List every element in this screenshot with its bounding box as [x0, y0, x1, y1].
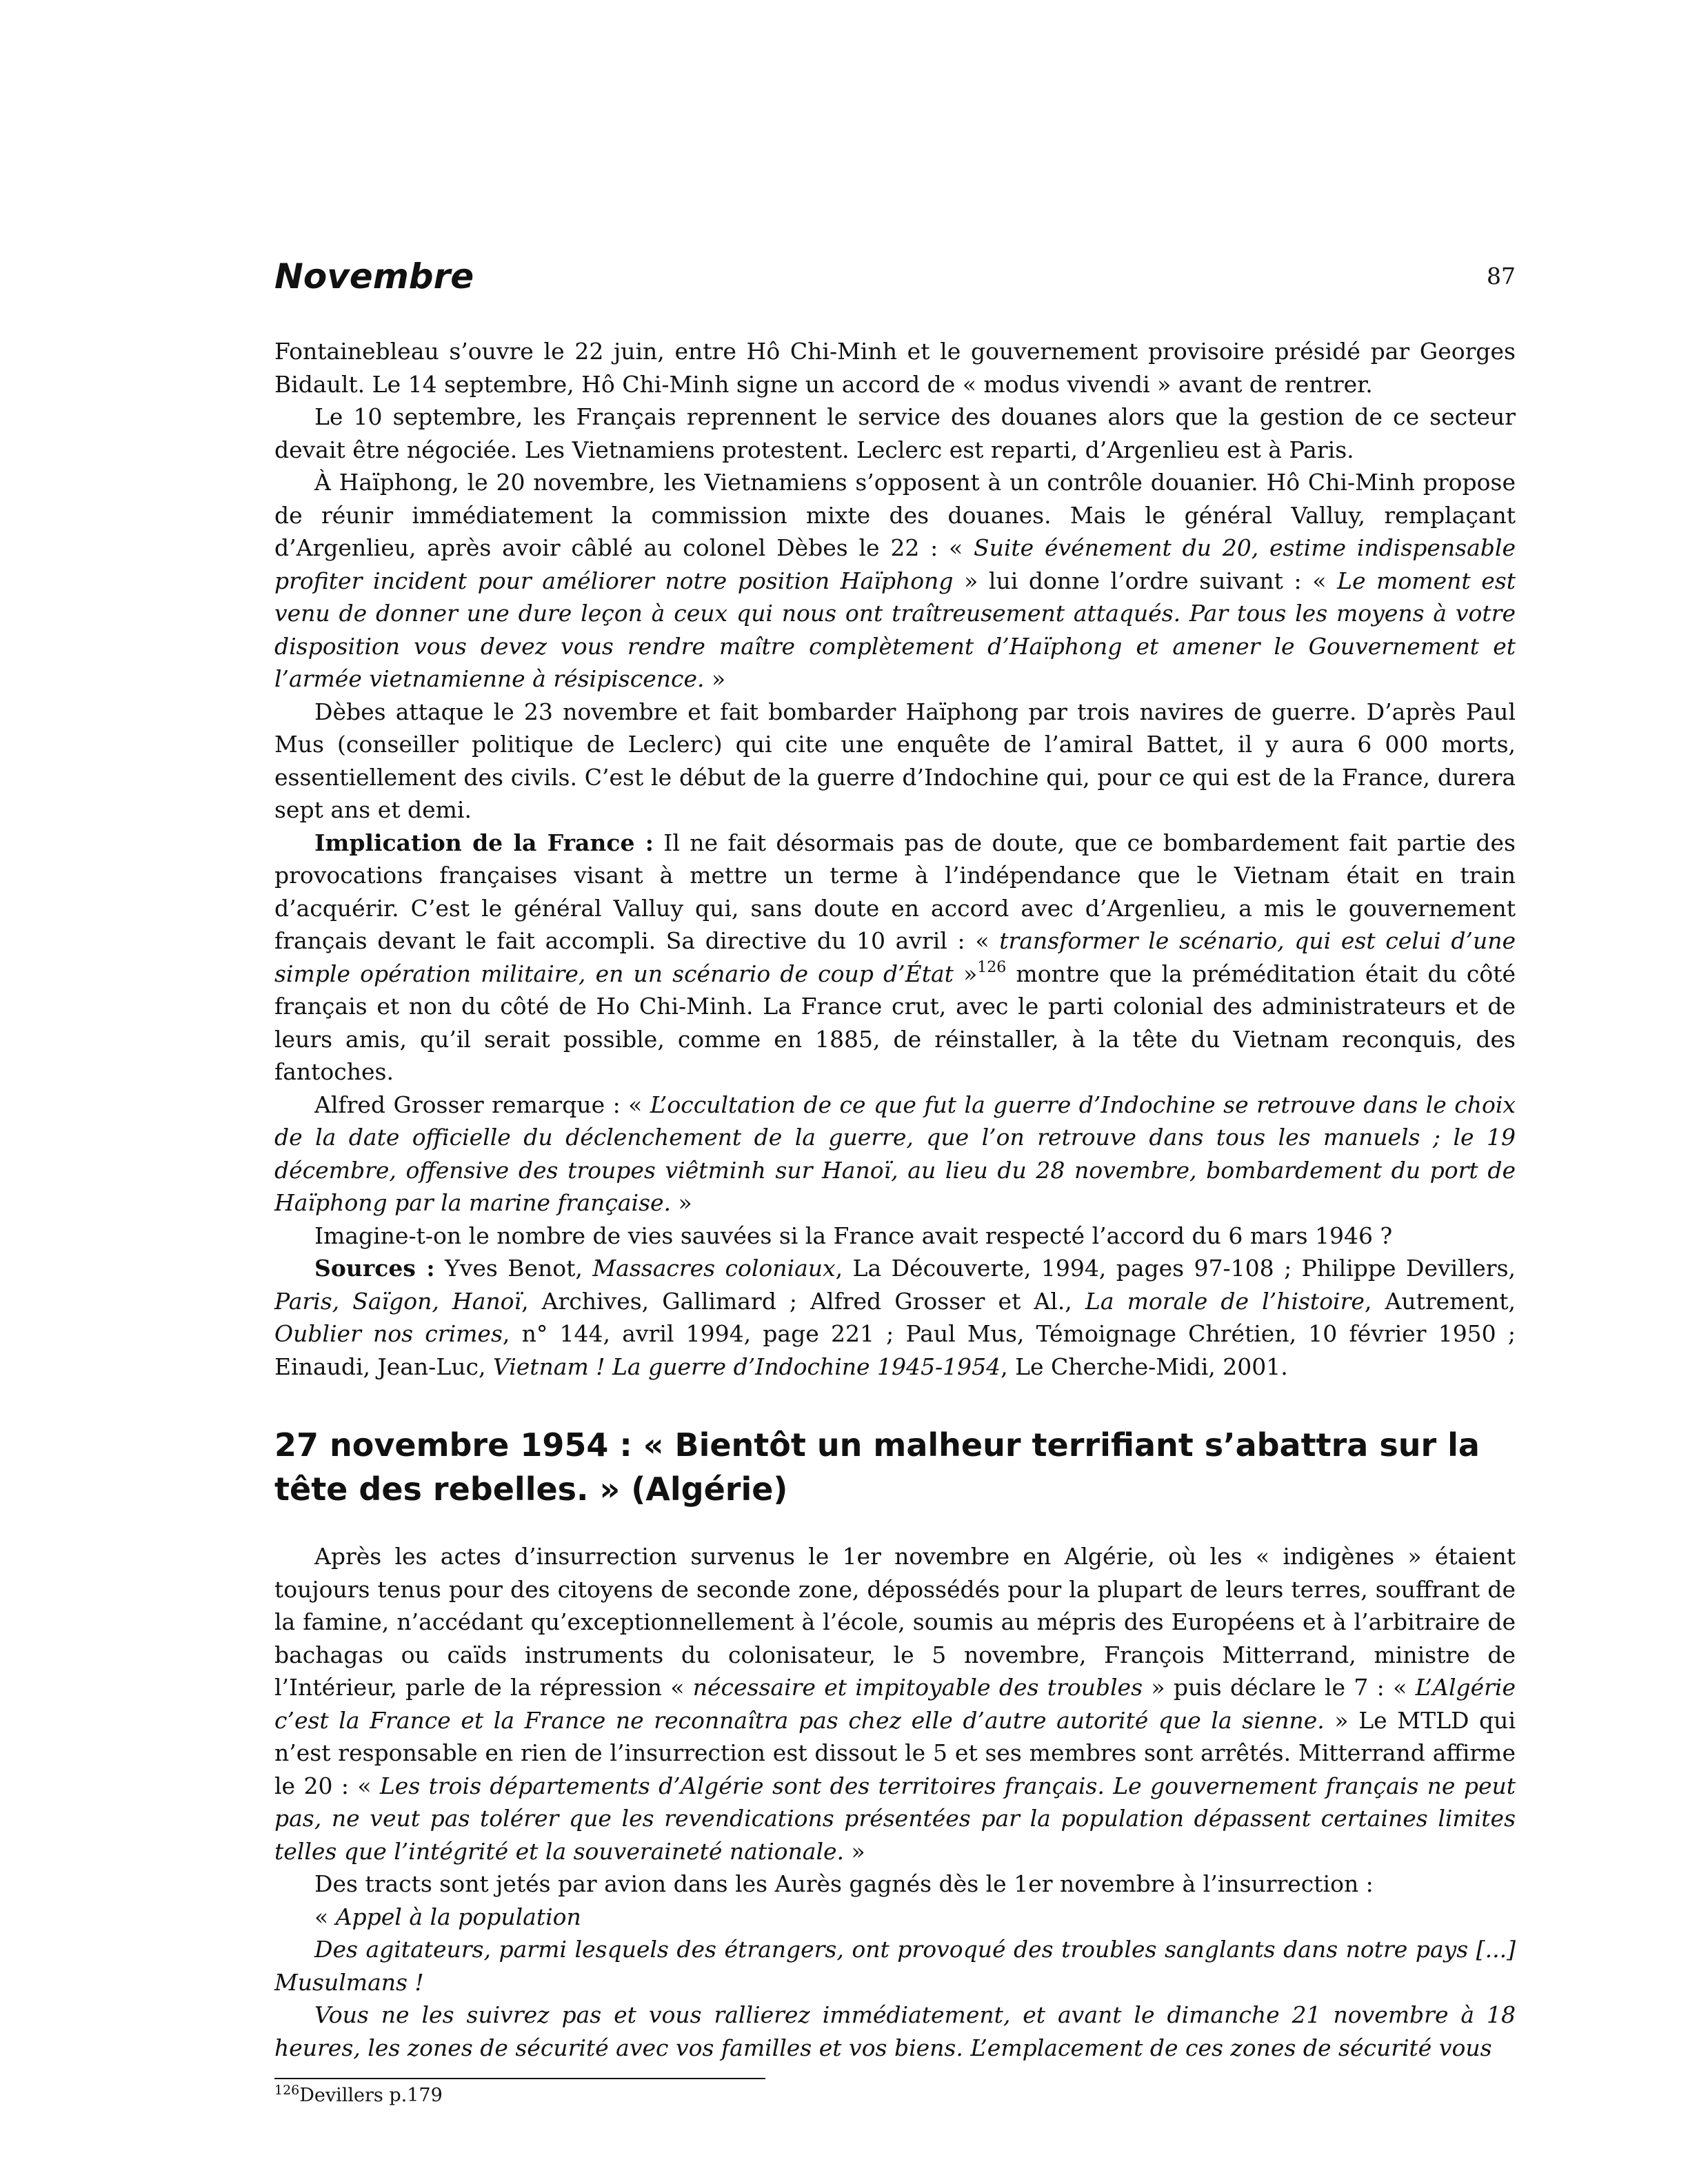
paragraph-text: Il ne fait désormais pas de doute, que ce bombardement fait partie des provocations françaises visant à mettre un terme à l’indépendance que le Vietnam était en train d’acquérir. C’est le général Valluy qui, sans doute en accord avec d’Argenlieu, a mis le gouvernement français devant le fait accompli. Sa directive du 10 avril : « — [274, 829, 1516, 954]
paragraph-text: » — [704, 665, 726, 692]
quote-text: L’Algérie c’est la France et la France ne reconnaîtra pas chez elle d’autre autorité que la sienne. — [274, 1674, 1516, 1734]
run-in-heading: Implication de la France : — [314, 829, 654, 856]
paragraph-text: Des tracts sont jetés par avion dans les Aurès gagnés dès le 1er novembre à l’insurrection : — [314, 1870, 1374, 1897]
footnote-rule — [274, 2078, 765, 2079]
quote-text: Des agitateurs, parmi lesquels des étrangers, ont provoqué des troubles sanglants dans notre pays [...] Musulmans ! — [274, 1936, 1516, 1996]
quote-text: L’occultation de ce que fut la guerre d’Indochine se retrouve dans le choix de la date officielle du déclenchement de la guerre, que l’on retrouve dans tous les manuels ; le 19 décembre, offensive des troupes viêtminh sur Hanoï, au lieu du 28 novembre, bombardement du port de Haïphong par la marine française. — [274, 1091, 1516, 1216]
footnote-text: Devillers p.179 — [299, 2085, 443, 2106]
footnote-marker[interactable]: 126 — [977, 958, 1007, 976]
paragraph-text: » — [844, 1837, 865, 1865]
paragraph — [274, 466, 1516, 696]
book-title: Oublier nos crimes — [274, 1320, 503, 1347]
quote-text: Vous ne les suivrez pas et vous rallierez immédiatement, et avant le dimanche 21 novembre à 18 heures, les zones de sécurité avec vos familles et vos biens. L’emplacement de ces zones de sécurité vous — [274, 2001, 1516, 2061]
book-title: Massacres coloniaux — [592, 1255, 836, 1282]
quote-text: transformer le scénario, qui est celui d’une simple opération militaire, en un scénario de coup d’État — [274, 927, 1516, 987]
quote-text: Appel à la population — [335, 1903, 581, 1930]
body-text — [274, 335, 1516, 2064]
paragraph-text: » lui donne l’ordre suivant : « — [953, 567, 1338, 594]
running-head — [274, 252, 1516, 301]
book-title: Paris, Saïgon, Hanoï — [274, 1287, 522, 1315]
paragraph — [274, 1868, 1516, 1901]
paragraph-text: , n° 144, avril 1994, page 221 ; Paul Mus, Témoignage Chrétien, 10 février 1950 ; Einaudi, Jean-Luc, — [274, 1320, 1516, 1380]
paragraph-text: , Archives, Gallimard ; Alfred Grosser et Al., — [521, 1287, 1085, 1315]
paragraph — [274, 335, 1516, 401]
paragraph-text: À Haïphong, le 20 novembre, les Vietnamiens s’opposent à un contrôle douanier. Hô Chi-Minh propose de réunir immédiatement la commission mixte des douanes. Mais le général Valluy, remplaçant d’Argenlieu, après avoir câblé au colonel Dèbes le 22 : « — [274, 469, 1516, 561]
paragraph — [274, 401, 1516, 466]
book-title: La morale de l’histoire — [1085, 1287, 1365, 1315]
page-number: 87 — [1487, 263, 1516, 290]
quote-text: Suite événement du 20, estime indispensable profiter incident pour améliorer notre position Haïphong — [274, 534, 1516, 594]
paragraph-text: Yves Benot, — [434, 1255, 593, 1282]
paragraph-text: montre que la préméditation était du côté français et non du côté de Ho Chi-Minh. La France crut, avec le parti colonial des administrateurs et de leurs amis, qu’il serait possible, comme en 1885, de réinstaller, à la tête du Vietnam reconquis, des fantoches. — [274, 960, 1516, 1085]
book-title: Vietnam ! La guerre d’Indochine 1945-1954 — [492, 1353, 1001, 1380]
paragraph-text: Imagine-t-on le nombre de vies sauvées si la France avait respecté l’accord du 6 mars 1946 ? — [314, 1222, 1393, 1249]
paragraph — [274, 1901, 1516, 1934]
paragraph-text: Dèbes attaque le 23 novembre et fait bombarder Haïphong par trois navires de guerre. D’après Paul Mus (conseiller politique de Leclerc) qui cite une enquête de l’amiral Battet, il y aura 6 000 morts, essentiellement des civils. C’est le début de la guerre d’Indochine qui, pour ce qui est de la France, durera sept ans et demi. — [274, 698, 1516, 823]
paragraph — [274, 696, 1516, 827]
paragraph-text: » Le MTLD qui n’est responsable en rien de l’insurrection est dissout le 5 et ses membres sont arrêtés. Mitterrand affirme le 20 : « — [274, 1706, 1516, 1799]
paragraph-text: Fontainebleau s’ouvre le 22 juin, entre Hô Chi-Minh et le gouvernement provisoire présidé par Georges Bidault. Le 14 septembre, Hô Chi-Minh signe un accord de « modus vivendi » avant de rentrer. — [274, 338, 1516, 398]
paragraph — [274, 1089, 1516, 1220]
paragraph — [274, 1220, 1516, 1253]
paragraph — [274, 1999, 1516, 2064]
paragraph-text: Le 10 septembre, les Français reprennent le service des douanes alors que la gestion de ce secteur devait être négociée. Les Vietnamiens protestent. Leclerc est reparti, d’Argenlieu est à Paris. — [274, 403, 1516, 463]
paragraph-text: , Autrement, — [1364, 1287, 1516, 1315]
paragraph-text: , Le Cherche-Midi, 2001. — [1001, 1353, 1288, 1380]
paragraph — [274, 1933, 1516, 1999]
quote-text: nécessaire et impitoyable des troubles — [692, 1674, 1143, 1701]
footnote — [274, 2082, 964, 2110]
paragraph-text: » — [671, 1189, 692, 1216]
chapter-title: Novembre — [274, 256, 474, 296]
paragraph-text: Après les actes d’insurrection survenus le 1er novembre en Algérie, où les « indigènes » étaient toujours tenus pour des citoyens de seconde zone, dépossédés pour la plupart de leurs terres, souffrant de la famine, n’accédant qu’exceptionnellement à l’école, soumis au mépris des Européens et à l’arbitraire de bachagas ou caïds instruments du colonisateur, le 5 novembre, François Mitterrand, ministre de l’Intérieur, parle de la répression « — [274, 1543, 1516, 1701]
paragraph-text: « — [314, 1903, 336, 1930]
paragraph-text: , La Découverte, 1994, pages 97-108 ; Philippe Devillers, — [835, 1255, 1516, 1282]
run-in-heading: Sources : — [314, 1255, 435, 1282]
paragraph-text: » — [953, 960, 978, 987]
paragraph — [274, 827, 1516, 1089]
paragraph-text: Alfred Grosser remarque : « — [314, 1091, 650, 1118]
section-title: 27 novembre 1954 : « Bientôt un malheur terrifiant s’abattra sur la tête des rebelles. » (Algérie) — [274, 1426, 1480, 1508]
footnote-number: 126 — [274, 2083, 300, 2098]
quote-text: Les trois départements d’Algérie sont des territoires français. Le gouvernement français ne peut pas, ne veut pas tolérer que les revendications présentées par la population dépassent certaines limites telles que l’intégrité et la souveraineté nationale. — [274, 1772, 1516, 1865]
quote-text: Le moment est venu de donner une dure leçon à ceux qui nous ont traîtreusement attaqués. Par tous les moyens à votre disposition vous devez vous rendre maître complètement d’Haïphong et amener le Gouvernement et l’armée vietnamienne à résipiscence. — [274, 567, 1516, 692]
paragraph — [274, 1540, 1516, 1868]
paragraph — [274, 1252, 1516, 1383]
paragraph-text: » puis déclare le 7 : « — [1143, 1674, 1416, 1701]
